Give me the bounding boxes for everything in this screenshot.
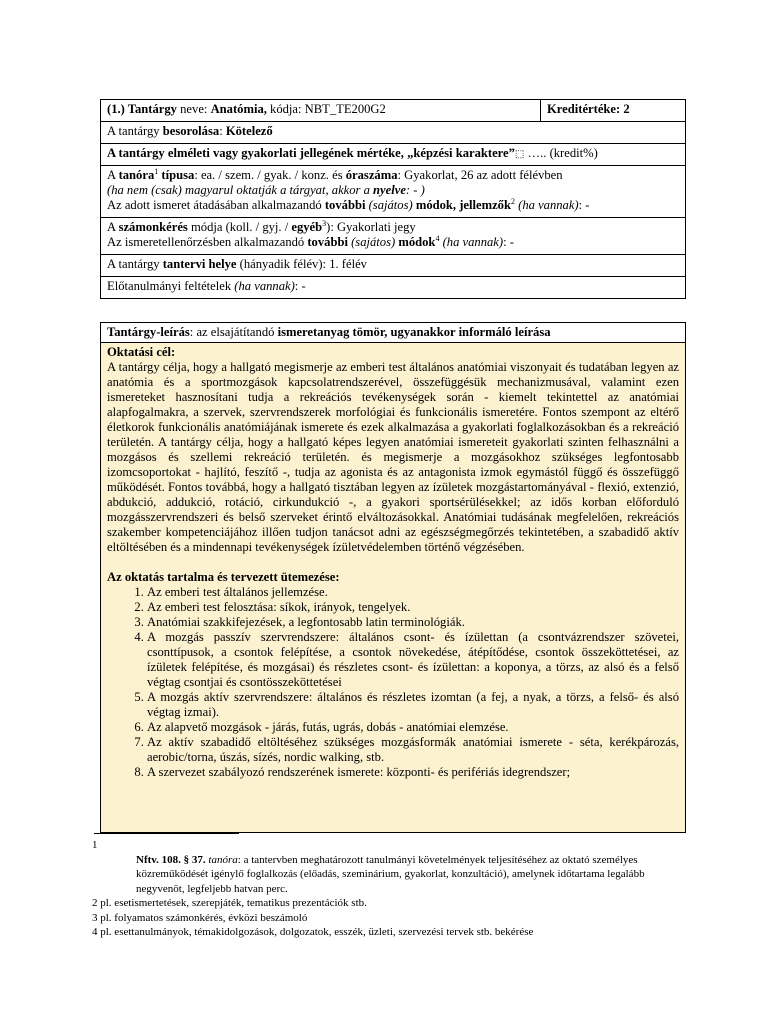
footnote-1-number: 1: [92, 839, 98, 851]
footnotes: [92, 838, 684, 940]
course-name: Anatómia,: [210, 102, 267, 116]
assessment-cell: [101, 218, 686, 255]
lesson-type-cell: [101, 166, 686, 218]
text: tanóra: [205, 853, 238, 866]
text: : ea. / szem. / gyak. / konz. és: [194, 168, 346, 182]
text: (ha vannak): [439, 235, 504, 249]
name-label: neve:: [176, 102, 211, 116]
footnote-4: 4 pl. esettanulmányok, témakidolgozások, dolgozatok, esszék, üzleti, szervezési tervek stb. bekérése: [92, 926, 534, 938]
classification-label: besorolása: [162, 124, 220, 138]
course-name-cell: [101, 100, 541, 122]
text: további: [324, 198, 366, 212]
content-list: [107, 585, 679, 780]
list-item: 6. Az alapvető mozgások - járás, futás, ugrás, dobás - anatómiai elemzése.: [147, 720, 679, 735]
description-body: [100, 343, 686, 833]
hours-value: : Gyakorlat, 26 az adott félévben: [397, 168, 563, 182]
curriculum-place-cell: [101, 255, 686, 277]
text: (ha vannak): [514, 198, 579, 212]
text: : -: [578, 198, 590, 212]
text: (ha nem (csak) magyarul oktatják a tárgyat, akkor a: [107, 183, 374, 197]
text: A: [107, 220, 119, 234]
course-number: (1.) Tantárgy: [107, 102, 177, 116]
text: ): Gyakorlati jegy: [326, 220, 416, 234]
footnote-ref-2: 2: [510, 196, 515, 206]
methods-line: [107, 198, 679, 213]
text: (ha vannak): [234, 279, 295, 293]
content-title: [107, 570, 679, 585]
course-description: [100, 322, 686, 833]
footnote-ref-4: 4: [435, 233, 440, 243]
text: számonkérés: [118, 220, 188, 234]
character-row: [101, 144, 686, 166]
text: Oktatási cél:: [107, 345, 176, 359]
lesson-type-row: [101, 166, 686, 218]
text: Az adott ismeret átadásában alkalmazandó: [107, 198, 325, 212]
curriculum-place-row: [101, 255, 686, 277]
text: módok: [395, 235, 436, 249]
text: : - ): [405, 183, 425, 197]
list-item: 7. Az aktív szabadidő eltöltéséhez szükséges mozgásformák anatómiai ismerete - séta, kerékpározás, aerobic/torna, úszás, sízés, nordic walking, stb.: [147, 735, 679, 765]
footnote-3: 3 pl. folyamatos számonkérés, évközi beszámoló: [92, 911, 308, 924]
list-item: 1. Az emberi test általános jellemzése.: [147, 585, 679, 600]
classification-colon: :: [219, 124, 226, 138]
credit-label: Kreditértéke:: [547, 102, 621, 116]
assessment-line: [107, 220, 679, 235]
prerequisites-row: [101, 277, 686, 299]
text: : az elsajátítandó: [189, 325, 278, 339]
text: A: [107, 168, 119, 182]
text: : -: [294, 279, 306, 293]
classification-value: Kötelező: [225, 124, 273, 138]
placeholder-marker-icon: ⬚: [514, 149, 525, 160]
footnote-separator: [94, 833, 239, 834]
character-value: ….. (kredit%): [524, 146, 598, 160]
footnote-1: [92, 853, 684, 897]
description-header: [100, 322, 686, 343]
list-item: 2. Az emberi test felosztása: síkok, irányok, tengelyek.: [147, 600, 679, 615]
text: tantervi helye: [162, 257, 237, 271]
prerequisites-cell: [101, 277, 686, 299]
text: (hányadik félév): 1. félév: [236, 257, 367, 271]
type-label: típusa: [158, 168, 195, 182]
list-item: 5. A mozgás aktív szervrendszere: általános és részletes izomtan (a fej, a nyak, a törzs, a felső- és alsó végtag izmai).: [147, 690, 679, 720]
footnote-ref-1: 1: [154, 166, 159, 176]
text: Előtanulmányi feltételek: [107, 279, 235, 293]
text: Nftv. 108. § 37.: [136, 853, 206, 866]
text: (sajátos): [347, 235, 396, 249]
credit-cell: [541, 100, 686, 122]
credit-value: 2: [620, 102, 630, 116]
text: Tantárgy-leírás: [107, 325, 190, 339]
language-line: [107, 183, 679, 198]
classification-cell: [101, 122, 686, 144]
lesson-label: tanóra: [118, 168, 155, 182]
course-info-table: [100, 99, 686, 299]
assessment-row: [101, 218, 686, 255]
spacer: [107, 555, 679, 570]
goal-title: [107, 345, 679, 360]
list-item: 4. A mozgás passzív szervrendszere: általános csont- és ízülettan (a csontvázrendszer szövetei, csonttípusok, a csontok felépítése, a csontok növekedése, átépítődése, csontok összeköttetései, az ízületek felépítése, és mozgásai) és részletes csont- és ízülettan: a koponya, a törzs, az alsó és a felső végtag csontjai és csontösszeköttetései: [147, 630, 679, 690]
footnote-2: 2 pl. esetismertetések, szerepjáték, tematikus prezentációk stb.: [92, 897, 367, 909]
course-name-row: [101, 100, 686, 122]
lesson-type-line: [107, 168, 679, 183]
footnote-ref-3: 3: [322, 218, 327, 228]
course-code: kódja: NBT_TE200G2: [266, 102, 386, 116]
list-item: 8. A szervezet szabályozó rendszerének ismerete: központi- és perifériás idegrendszer;: [147, 765, 679, 780]
character-label: A tantárgy elméleti vagy gyakorlati jellegének mértéke, „képzési karaktere”: [107, 146, 515, 160]
text: : -: [503, 235, 514, 249]
text: (sajátos): [365, 198, 413, 212]
text: egyéb: [291, 220, 323, 234]
text: Az oktatás tartalma és tervezett ütemezése:: [107, 570, 340, 584]
classification-prefix: A tantárgy: [107, 124, 163, 138]
text: ismeretanyag tömör, ugyanakkor informáló leírása: [277, 325, 551, 339]
character-cell: [101, 144, 686, 166]
hours-label: óraszáma: [345, 168, 398, 182]
text: : a tantervben meghatározott tanulmányi követelmények teljesítéséhez az oktató személyes közreműködését igénylő foglalkozás (előadás, szeminárium, gyakorlat, konzultáció), amelynek időtartama legalább negyvenöt, legfeljebb hatvan perc.: [136, 853, 645, 895]
language-label: nyelve: [373, 183, 406, 197]
text: módja (koll. / gyj. /: [187, 220, 292, 234]
text: Az ismeretellenőrzésben alkalmazandó: [107, 235, 308, 249]
classification-row: [101, 122, 686, 144]
list-item: 3. Anatómiai szakkifejezések, a legfontosabb latin terminológiák.: [147, 615, 679, 630]
assessment-methods-line: [107, 235, 679, 250]
text: A tantárgy: [107, 257, 163, 271]
goal-text: A tantárgy célja, hogy a hallgató megismerje az emberi test általános anatómiai viszonyait és tudatában legyen az anatómia és a sportmozgások kapcsolatrendszerével, összefüggésük mechanizmusával, valamint ezen ismereteket hasznosítani tudja a rekreációs tevékenységek során - kiemelt tekintettel az anatómiai alapfogalmakra, a szervek, szervrendszerek morfológiai és funkcionális ismeretére. Fontos szempont az eltérő életkorok funkcionális anatómiájának ismerete és ezek alkalmazása a gyakorlati foglalkozásokban és a rekreáció területén. A tantárgy célja, hogy a hallgató képes legyen anatómiai ismereteit gyakorlati szinten felhasználni a mozgásos és szellemi rekreáció területén. és megismerje a mozgásokhoz szükséges legfontosabb izomcsoportokat - hajlító, feszítő -, tudja az agonista és az antagonista izmok egymástól függő és összefüggő működését. Fontos továbbá, hogy a hallgató tisztában legyen az ízületek mozgástartományával - flexió, extenzió, abdukció, addukció, rotáció, cirkundukció -, a gyakori sportsérülésekkel; az idős korban előforduló mozgásszervrendszeri és belső szerveket érintő elváltozásokkal. Anatómiai tudásának megfelelően, rekreációs szakember kompetenciájához illően tudjon tanácsot adni az egészségmegőrzés tekintetében, a szabadidő aktív eltöltésében és a mindennapi tevékenységek ízületvédelemben történő végzésében.: [107, 360, 679, 554]
text: módok, jellemzők: [412, 198, 511, 212]
text: további: [307, 235, 348, 249]
